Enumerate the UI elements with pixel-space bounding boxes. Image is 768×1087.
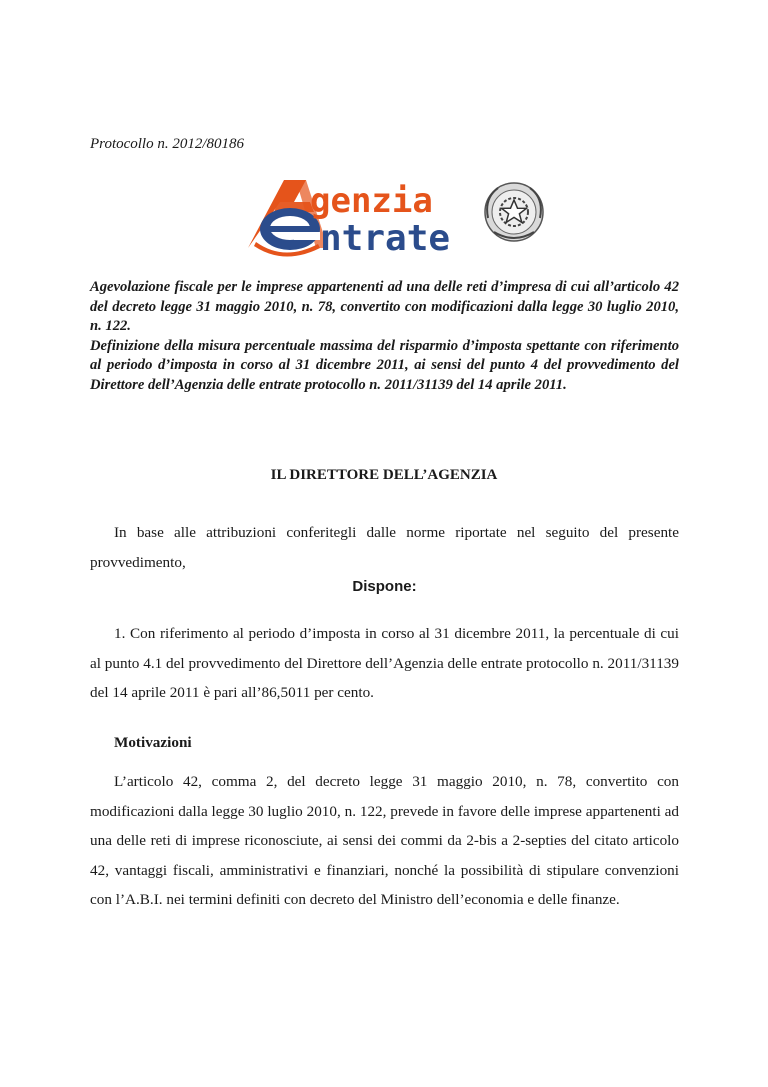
logo-word-bottom: ntrate	[320, 218, 451, 259]
dispone-heading: Dispone:	[352, 578, 417, 595]
motivazioni-text: L’articolo 42, comma 2, del decreto legge 31 maggio 2010, n. 78, convertito con modificazioni dalla legge 30 luglio 2010, n. 122, prevede in favore delle imprese appartenenti ad una delle reti di imprese riconosciute, ai sensi dei commi da 2-bis a 2-septies del citato articolo 42, vantaggi fiscali, amministrativi e finanziari, nonché la possibilità di stipulare convenzioni con l’A.B.I. nei termini definiti con decreto del Ministro dell’economia e delle finanze.	[90, 773, 679, 908]
intro-text: In base alle attribuzioni conferitegli dalle norme riportate nel seguito del presente provvedimento,	[90, 524, 679, 571]
protocol-number: Protocollo n. 2012/80186	[90, 136, 245, 152]
agenzia-entrate-logo	[244, 172, 554, 260]
director-heading: IL DIRETTORE DELL’AGENZIA	[270, 467, 498, 483]
motivazioni-paragraph	[90, 767, 679, 915]
logo-graphic	[244, 172, 554, 260]
subject-block	[90, 278, 679, 395]
italian-republic-emblem-icon	[485, 183, 543, 241]
point-1-paragraph	[90, 619, 679, 708]
motivazioni-heading: Motivazioni	[114, 734, 192, 751]
subject-paragraph: Definizione della misura percentuale massima del risparmio d’imposta spettante con riferimento al periodo d’imposta in corso al 31 dicembre 2011, ai sensi del punto 4 del provvedimento del Direttore dell’Agenzia delle entrate protocollo n. 2011/31139 del 14 aprile 2011.	[90, 337, 679, 393]
point-1-text: 1. Con riferimento al periodo d’imposta in corso al 31 dicembre 2011, la percentuale di cui al punto 4.1 del provvedimento del Direttore dell’Agenzia delle entrate protocollo n. 2011/31139 del 14 aprile 2011 è pari all’86,5011 per cento.	[90, 625, 679, 701]
logo-word-top: genzia	[310, 181, 433, 221]
intro-paragraph	[90, 518, 679, 577]
subject-paragraph: Agevolazione fiscale per le imprese appartenenti ad una delle reti d’impresa di cui all’articolo 42 del decreto legge 31 maggio 2010, n. 78, convertito con modificazioni dalla legge 30 luglio 2010, n. 122.	[90, 279, 679, 334]
